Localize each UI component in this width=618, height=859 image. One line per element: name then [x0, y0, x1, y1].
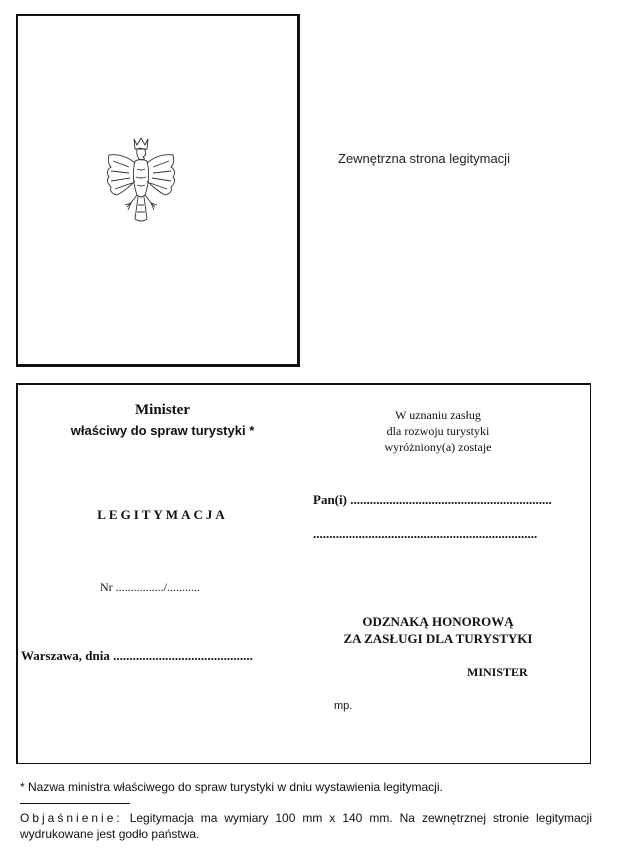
explanation-label: Objaśnienie: [20, 811, 123, 825]
signature-label: MINISTER [467, 665, 528, 679]
footnote: * Nazwa ministra właściwego do spraw turystyki w dniu wystawienia legitymacji. [20, 780, 443, 794]
award-text-line: wyróżniony(a) zostaje [384, 440, 492, 454]
stamp-place-label: mp. [334, 700, 353, 712]
document-type-heading: LEGITYMACJA [97, 507, 228, 522]
award-text-line: W uznaniu zasług [395, 408, 481, 422]
minister-subtitle: właściwy do spraw turystyki * [70, 423, 255, 438]
place-date-field: Warszawa, dnia ........................................... [21, 648, 253, 663]
polish-eagle-emblem-icon [101, 133, 181, 229]
award-text-line: dla rozwoju turystyki [386, 424, 490, 438]
recipient-name-field: Pan(i) .............................................................. [313, 492, 552, 507]
explanation-note [20, 810, 592, 842]
badge-title-line: ODZNAKĄ HONOROWĄ [362, 614, 514, 629]
footnote-divider [20, 803, 130, 804]
explanation-text: Legitymacja ma wymiary 100 mm x 140 mm. Na zewnętrznej stronie legitymacji wydrukowane jest godło państwa. [20, 811, 592, 841]
number-field: Nr ................/........... [100, 580, 200, 594]
badge-title [320, 613, 556, 647]
badge-title-line: ZA ZASŁUGI DLA TURYSTYKI [343, 631, 533, 646]
award-text [320, 407, 556, 455]
minister-title: Minister [135, 402, 190, 418]
recipient-name-continuation: ..................................................................... [313, 526, 538, 541]
cover-caption: Zewnętrzna strona legitymacji [338, 151, 510, 166]
